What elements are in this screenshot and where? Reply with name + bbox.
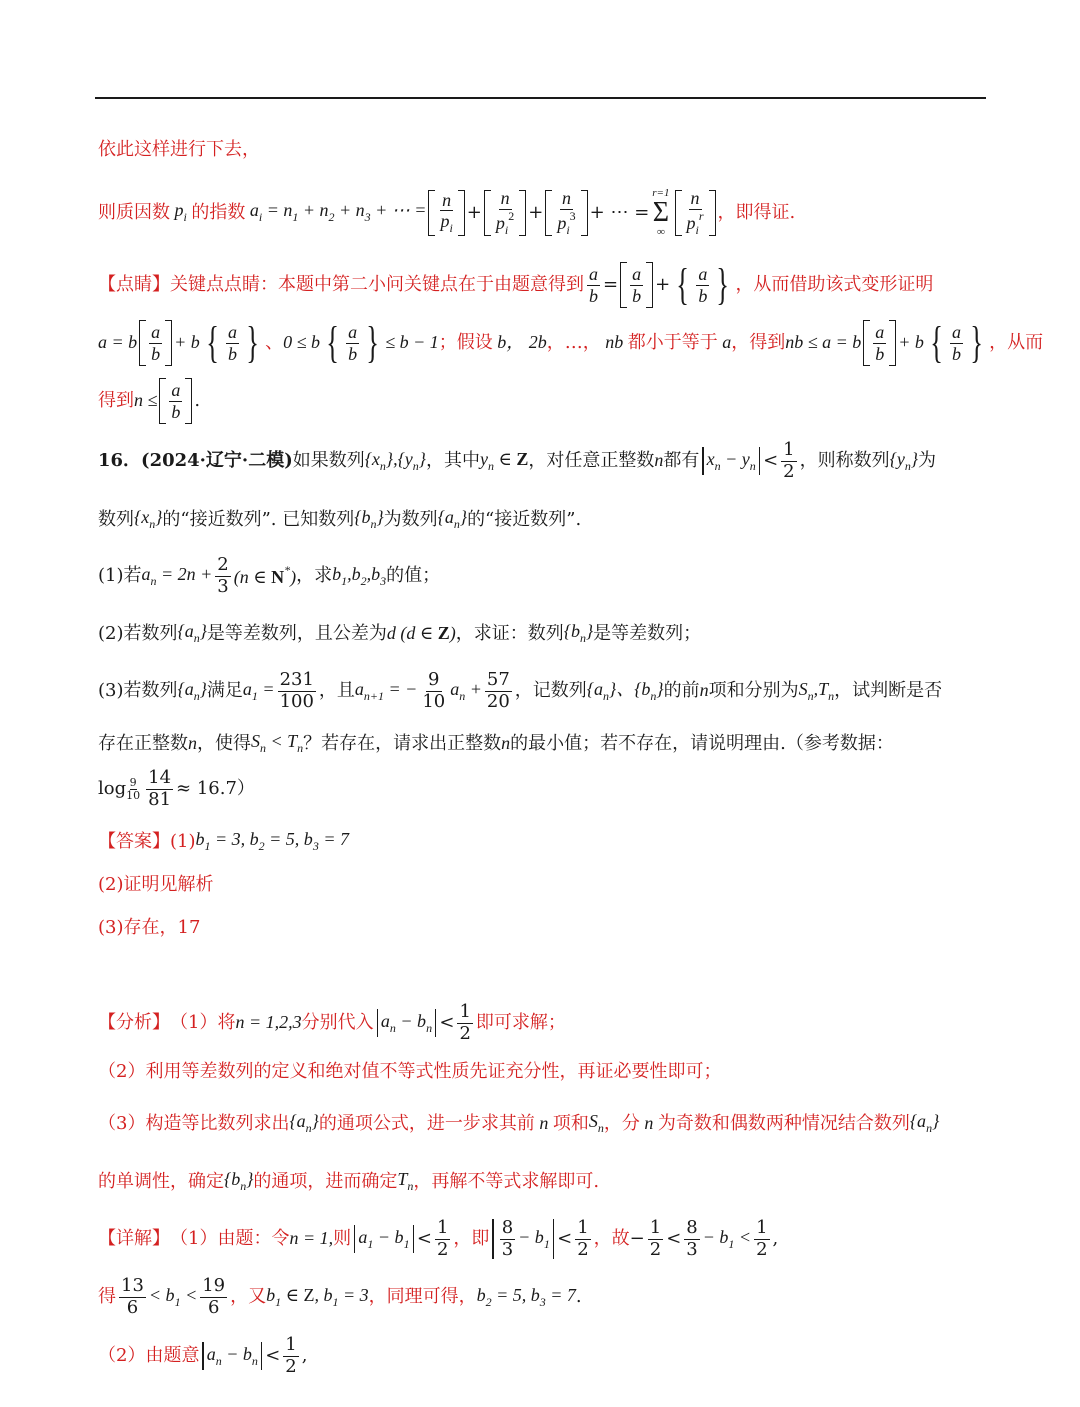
line-text: 则 — [333, 1228, 352, 1250]
line-text: ，…， — [546, 332, 601, 354]
line-text: ，且 — [318, 680, 355, 702]
header-rule — [95, 97, 986, 99]
line-text: （2）利用等差数列的定义和绝对值不等式性质先证充分性，再证必要性即可； — [98, 1061, 722, 1082]
answer-label: 【答案】 — [98, 830, 170, 852]
line-text: 的值； — [386, 565, 441, 587]
line-text: 依此这样进行下去， — [98, 139, 260, 160]
line-text: 的前 — [663, 680, 700, 702]
line-text: ，则称数列 — [799, 450, 890, 472]
text-line-1 — [98, 140, 988, 160]
detail-line-3: （2）由题意 $a_n - b_n$ < $\frac{1}{2}$ , — [98, 1334, 308, 1377]
part-3-line-1: (3)若数列 $\{a_n\}$ 满足 $a_1$ = $\frac{231}{100}$ ，且 $a_{n+1}$ = − $\frac{9}{10}$ $a_n$ + $\frac{57}{20}$ ，记数列 $\{a_n\}$、$\{b_n\}$ 的前 n 项和分别为 $S_n,T_n$ ，试判断是否 — [98, 669, 943, 712]
part-1: (1)若 $a_n = 2n$ + $\frac{2}{3}$ (n ∈ N*) ，求 $b_1,b_2,b_3$ 的值； — [98, 554, 441, 597]
line-text: ，又 — [230, 1286, 267, 1308]
text-line-4: a = b $\frac{a}{b}$ + b { $\frac{a}{b}$ } 、 0 ≤ b { $\frac{a}{b}$ } ≤ b − 1 ；假设 b， 2b ，…， nb 都小于等于 a ，得到 nb ≤ a = b $\frac{a}{b}$ + b { $\frac{a}{b}$ } ，从而 — [98, 318, 1044, 367]
line-text: 都有 — [663, 450, 700, 472]
line-text: 项和 — [552, 1112, 589, 1134]
line-text: ，故 — [593, 1228, 630, 1250]
line-text: 的最小值；若不存在，请说明理由.（参考数据： — [510, 732, 894, 754]
line-text: 为奇数和偶数两种情况结合数列 — [657, 1112, 910, 1134]
line-text: 存在正整数 — [98, 732, 188, 754]
part-3-line-2: 存在正整数 n ，使得 $S_n < T_n$ ？若存在，请求出正整数 n 的最小值；若不存在，请说明理由.（参考数据： — [98, 731, 894, 755]
line-text: (2)若数列 — [98, 622, 178, 644]
line-text: （1）由题：令 — [170, 1228, 290, 1250]
line-text: ，再解不等式求解即可. — [413, 1170, 600, 1192]
line-text: (3)若数列 — [98, 680, 178, 702]
line-text: ，试判断是否 — [834, 680, 943, 702]
detail-line-1: 【详解】 （1）由题：令 n = 1, 则 $a_1 - b_1$ < $\frac{1}{2}$ ，即 $\frac{8}{3}$ − $b_1$ < $\frac{1}{2}$ ，故 − $\frac{1}{2}$ < $\frac{8}{3}$ − $b_1$ < $\frac{1}{2}$ , — [98, 1217, 779, 1260]
line-text: 得到 — [98, 390, 134, 412]
line-text: （1）将 — [170, 1012, 236, 1034]
line-text: 都小于等于 — [627, 332, 718, 354]
detail-line-2: 得 $\frac{13}{6}$ < $b_1$ < $\frac{19}{6}$ ，又 $b_1$ ∈ Z, $b_1 = 3$ ，同理可得， $b_2 = 5$, $b_3 = 7$ . — [98, 1275, 582, 1318]
line-text: 的单调性，确定 — [98, 1170, 224, 1192]
line-text: ，同理可得， — [368, 1286, 477, 1308]
line-text: 的通项公式，进一步求其前 — [318, 1112, 535, 1134]
line-text: ，使得 — [197, 732, 251, 754]
line-text: (3)存在，17 — [98, 917, 201, 938]
line-text: 是等差数列； — [593, 622, 702, 644]
question-16-line-2: 数列 $\{x_n\}$ 的“接近数列”. 已知数列 $\{b_n\}$ 为数列 $\{a_n\}$ 的“接近数列”. — [98, 507, 582, 531]
line-text: ？若存在，请求出正整数 — [303, 732, 502, 754]
analysis-label: 【分析】 — [98, 1012, 170, 1034]
line-text: ，分 — [603, 1112, 640, 1134]
answer-line-1: 【答案】 (1) $b_1 = 3$, $b_2 = 5$, $b_3 = 7$ — [98, 829, 349, 853]
answer-line-3 — [98, 918, 988, 938]
line-text: ，从而借助该式变形证明 — [735, 274, 934, 296]
line-text: （2）由题意 — [98, 1345, 200, 1367]
question-number: 16．(2024·辽宁·二模) — [98, 450, 293, 472]
line-text: ，其中 — [426, 450, 480, 472]
line-text: ，从而 — [989, 332, 1044, 354]
part-2: (2)若数列 $\{a_n\}$ 是等差数列，且公差为 d (d ∈ Z) ，求证：数列 $\{b_n\}$ 是等差数列； — [98, 621, 702, 645]
text-line-2: 则质因数 $p_i$ 的指数 $a_i = n_1 + n_2 + n_3$ + ⋯ = $\frac{n}{p_i}$ + $\frac{n}{p_i^2}$ + $\frac{n}{p_i^3}$ + ⋯ = r=1 Σ ∞ $\frac{n}{p_i^r}$ ，即得证. — [98, 187, 796, 238]
line-text: 如果数列 — [292, 450, 365, 472]
line-text: 得 — [98, 1286, 116, 1308]
detail-label: 【详解】 — [98, 1228, 170, 1250]
line-text: 是等差数列，且公差为 — [206, 622, 387, 644]
analysis-line-4: 的单调性，确定 $\{b_n\}$ 的通项，进而确定 $T_n$ ，再解不等式求解即可. — [98, 1169, 600, 1193]
line-text: (2)证明见解析 — [98, 874, 214, 895]
line-text: 数列 — [98, 508, 134, 530]
line-text: （3）构造等比数列求出 — [98, 1112, 290, 1134]
line-text: 为 — [918, 450, 937, 472]
analysis-line-3: （3）构造等比数列求出 $\{a_n\}$ 的通项公式，进一步求其前 n 项和 $S_n$ ，分 n 为奇数和偶数两种情况结合数列 $\{a_n\}$ — [98, 1111, 940, 1135]
line-text: 的指数 — [191, 202, 246, 224]
analysis-line-1: 【分析】 （1）将 n = 1,2,3 分别代入 $a_n - b_n$ < $\frac{1}{2}$ 即可求解； — [98, 1001, 566, 1044]
line-text: ，即得证. — [717, 202, 796, 224]
line-text: ，求证：数列 — [455, 622, 564, 644]
line-text: ） — [236, 778, 255, 800]
line-text: 的“接近数列”. — [467, 508, 582, 530]
line-text: 为数列 — [383, 508, 438, 530]
line-text: ，得到 — [731, 332, 786, 354]
line-text: ，求 — [296, 565, 333, 587]
line-text: 满足 — [206, 680, 243, 702]
line-text: ；假设 — [438, 332, 493, 354]
line-text: 项和分别为 — [708, 680, 799, 702]
line-text: 分别代入 — [301, 1012, 374, 1034]
line-text: 的“接近数列”. 已知数列 — [162, 508, 355, 530]
line-text: (1)若 — [98, 565, 142, 587]
line-text: 的通项，进而确定 — [253, 1170, 398, 1192]
tip-label: 【点睛】关键点点睛：本题中第二小问关键点在于由题意得到 — [98, 274, 584, 296]
analysis-line-2 — [98, 1062, 988, 1082]
line-text: 即可求解； — [475, 1012, 566, 1034]
line-text: ，对任意正整数 — [528, 450, 655, 472]
line-text: 则质因数 — [98, 202, 170, 224]
line-text: ，即 — [453, 1228, 490, 1250]
line-text: ，记数列 — [514, 680, 587, 702]
text-line-5: 得到 n ≤ $\frac{a}{b}$ . — [98, 378, 988, 424]
text-line-3: 【点睛】关键点点睛：本题中第二小问关键点在于由题意得到 $\frac{a}{b}$ = $\frac{a}{b}$ + { $\frac{a}{b}$ } ，从而借助该式变形证明 — [98, 260, 934, 309]
part-3-line-3: log 9 10 $\frac{14}{81}$ ≈ 16.7 ） — [98, 767, 255, 810]
question-16-line-1: 16．(2024·辽宁·二模) 如果数列 $\{x_n\},\{y_n\}$ ，其中 $y_n$ ∈ Z ，对任意正整数 n 都有 $x_n - y_n$ < $\frac{1}{2}$ ，则称数列 $\{y_n\}$ 为 — [98, 439, 937, 482]
answer-line-2 — [98, 875, 988, 895]
